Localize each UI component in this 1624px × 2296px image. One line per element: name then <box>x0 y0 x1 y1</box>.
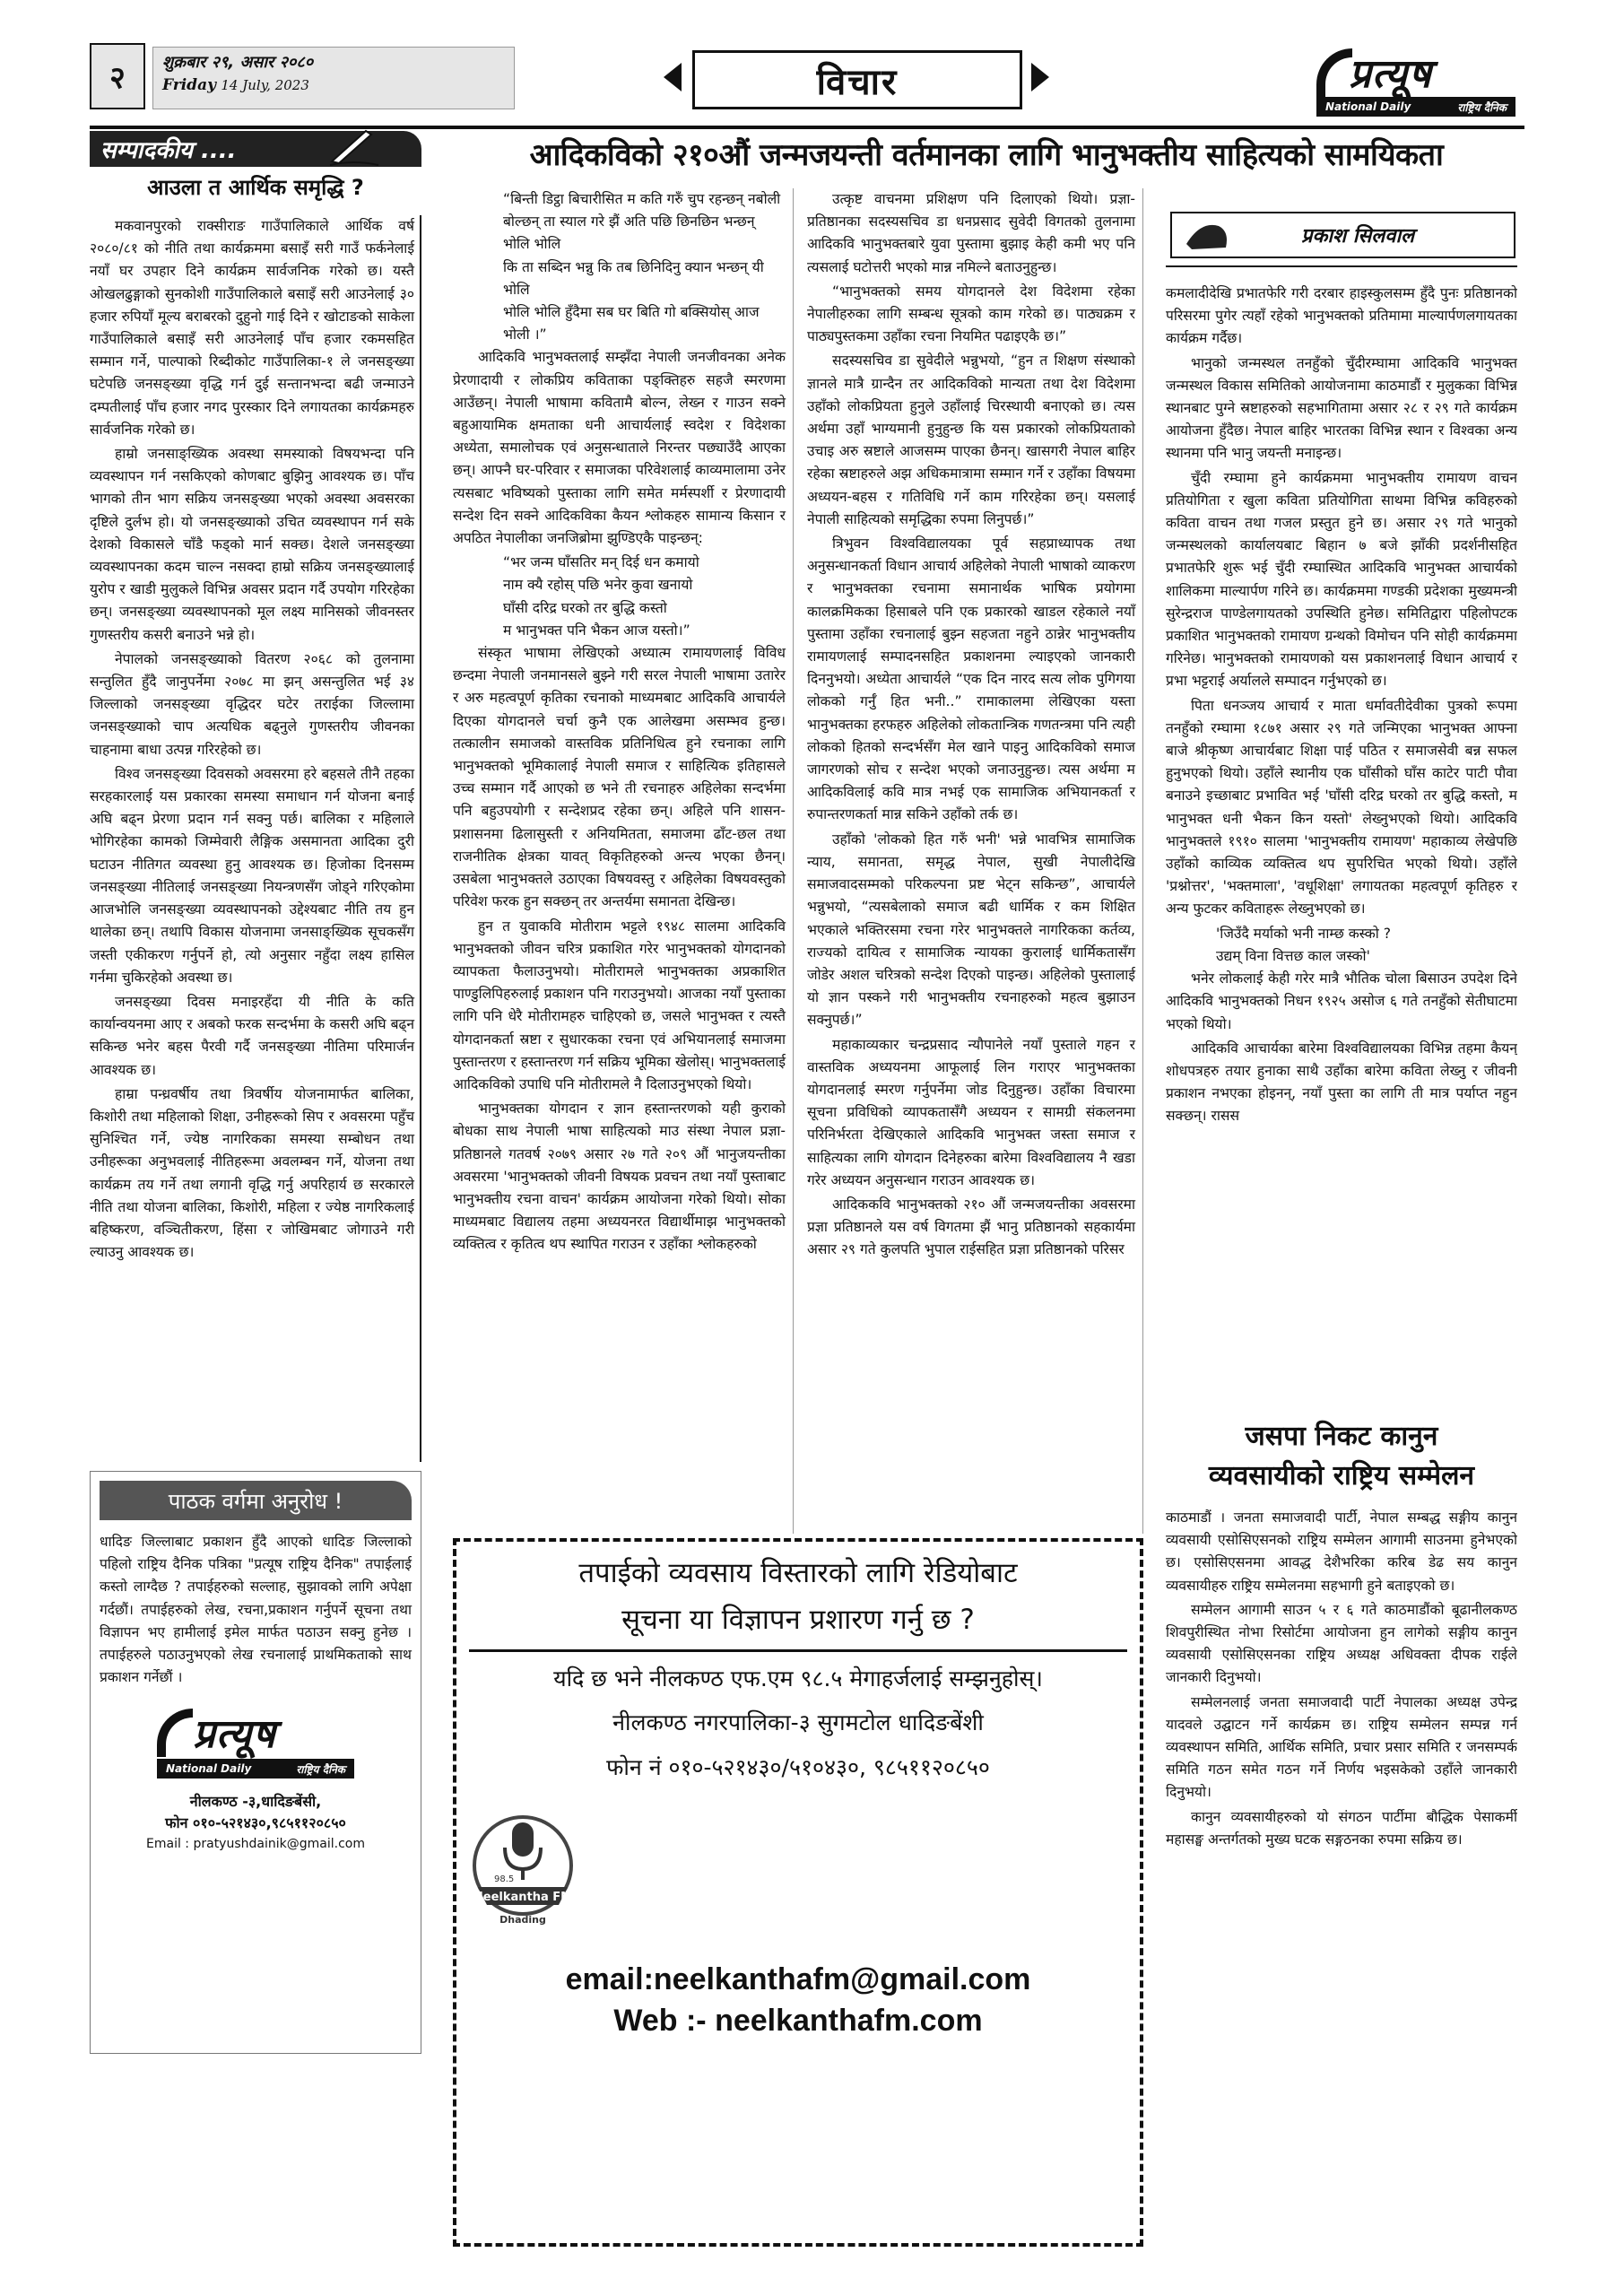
article-paragraph: भानुभक्तका योगदान र ज्ञान हस्तान्तरणको यही कुराको बोधका साथ नेपाली भाषा साहित्यको माउ संस्था नेपाल प्रज्ञा-प्रतिष्ठानले गतवर्ष २०७९ असार २७ गते २०९ औं भानुजयन्तीका अवसरमा 'भानुभक्तको जीवनी विषयक प्रवचन तथा नयाँ पुस्ताबाट भानुभक्तीय रचना वाचन' कार्यक्रम आयोजना गरेको थियो। सोका माध्यमबाट विद्यालय तहमा अध्ययनरत विद्यार्थीमाझ भानुभक्तको व्यक्तित्व र कृतित्व थप स्थापित गराउन र उहाँका श्लोकहरुको <box>453 1100 786 1253</box>
ad-line-5: फोन नं ०१०-५२१४३०/५१०४३०, ९८५११२०८५० <box>606 1754 990 1780</box>
pen-icon <box>326 126 380 167</box>
arrow-right-icon <box>1031 63 1049 91</box>
news-headline-line-2: व्यवसायीको राष्ट्रिय सम्मेलन <box>1208 1460 1475 1492</box>
footer-email: Email : pratyushdainik@gmail.com <box>146 1837 365 1852</box>
news-paragraph: कानुन व्यवसायीहरुको यो संगठन पार्टीमा बौद्धिक पेसाकर्मी महासङ्घ अन्तर्गतको मुख्य घटक सङ्गठनका रुपमा सक्रिय छ। <box>1166 1808 1517 1848</box>
editorial-title: आउला त आर्थिक समृद्धि ? <box>147 175 364 200</box>
date-english: Friday 14 July, 2023 <box>162 76 309 94</box>
ad-website: Web :- neelkanthafm.com <box>613 2004 983 2038</box>
svg-text:Dhading: Dhading <box>499 1914 546 1926</box>
article-column-3 <box>1166 283 1517 1426</box>
article-paragraph: कमलादीदेखि प्रभातफेरि गरी दरबार हाइस्कुलसम्म हुँदै पुनः प्रतिष्ठानको परिसरमा पुगेर त्यहाँ रहेको भानुभक्तको प्रतिमामा माल्यार्पणलगायतका कार्यक्रम गर्दैछ। <box>1166 285 1517 347</box>
ad-line-2: सूचना या विज्ञापन प्रशारण गर्नु छ ? <box>621 1604 975 1636</box>
article-column-1 <box>453 188 794 1534</box>
article-paragraph: महाकाव्यकार चन्द्रप्रसाद न्यौपानेले नयाँ पुस्ताले गहन र वास्तविक अध्ययनमा आफूलाई लिन गराएर भानुभक्तका योगदानलाई स्मरण गर्नुपर्नेमा जोड दिनुहुन्छ। उहाँका विचारमा सूचना प्रविधिको व्यापकतासँगै अध्ययन र सामग्री संकलनमा परिनिर्भरता देखिएकाले आदिकवि भानुभक्त जस्ता समाज र साहित्यका लागि योगदान दिनेहरुका बारेमा विश्वविद्यालय नै खडा गरेर अध्ययन अनुसन्धान गराउन आवश्यक छ। <box>807 1036 1135 1188</box>
radio-logo-icon <box>469 1812 577 1937</box>
section-box <box>692 50 1022 109</box>
footer-address: नीलकण्ठ -३,धादिङबेंसी, <box>189 1793 322 1811</box>
poem-line: बोल्छन् ता स्याल गरे झैं अति पछि छिनछिन भन्छन् भोलि भोलि <box>503 213 755 253</box>
svg-text:Neelkantha FM: Neelkantha FM <box>473 1891 573 1904</box>
logo-swoosh-icon <box>157 1709 193 1757</box>
ad-divider <box>469 1649 1127 1652</box>
byline-divider <box>1166 265 1517 267</box>
article-paragraph: त्रिभुवन विश्वविद्यालयका पूर्व सहप्राध्यापक तथा अनुसन्धानकर्ता विधान आचार्य अहिलेको नेपाली भाषाको व्याकरण र भानुभक्तका रचनामा समानार्थक भाषिक प्रयोगमा कालक्रमिकका हिसाबले पनि एक प्रकारको खाडल रहेकाले नयाँ पुस्तामा उहाँका रचनालाई बुझ्न सहजता नहुने ठान्नेर भानुभक्तीय रामायणलाई सम्पादनसहित प्रकाशनमा ल्याइएको जानकारी दिननुभयो। अध्येता आचार्यले “एक दिन नारद सत्य लोक पुगिगया लोकको गर्नुँ हित भनी..” रामाकालमा लेखिएका यस्ता भानुभक्तका हरफहरु अहिलेको लोकतान्त्रिक गणतन्त्रमा पनि त्यही लोकको हितको सन्दर्भसँग मेल खाने पाइनु आदिकविको समाज जागरणको सोच र सन्देश भएको जनाउनुहुन्छ। त्यस अर्थमा म आदिकविलाई कवि मात्र नभई एक सामाजिक अभियानकर्ता र रुपान्तरणकर्ता मान्न सकिने उहाँको तर्क छ। <box>807 535 1135 823</box>
reader-request-box <box>90 1471 421 2054</box>
news-paragraph: सम्मेलनलाई जनता समाजवादी पार्टी नेपालका अध्यक्ष उपेन्द्र यादवले उद्घाटन गर्ने कार्यक्रम छ। राष्ट्रिय सम्मेलन सम्पन्न गर्न व्यवस्थापन समिति, आर्थिक समिति, प्रचार प्रसार समिति र जनसम्पर्क समिति गठन समेत गठन गर्ने निर्णय भइसकेको उहाँले जानकारी दिनुभयो। <box>1166 1693 1517 1801</box>
editorial-paragraph: विश्व जनसङ्ख्या दिवसको अवसरमा हरे बहसले तीनै तहका सरहकारलाई यस प्रकारका समस्या समाधान गर्न योजना बनाई अघि बढ्न प्रेरणा प्रदान गर्न सक्नु पर्छ। बालिका र महिलाले भोगिरहेका कामको जिम्मेवारी लैङ्गिक असमानता आदिका दुरी घटाउन नीतिगत व्यवस्था हुनु आवश्यक छ। हिजोका दिनसम्म जनसङ्ख्या नीतिलाई जनसङ्ख्या नियन्त्रणसँग जोड्ने गरिएकोमा आजभोलि जनसङ्ख्या व्यवस्थापनको उद्देश्यबाट नीति तय हुन थालेका छन्। तथापि विकास योजनामा जनसाङ्ख्यिक सूचकसँग जस्ती एकीकरण गर्नुपर्ने हो, त्यो अनुसार नहुँदा लक्ष्य हासिल गर्नमा चुकिरहेको अवस्था छ। <box>90 765 414 986</box>
article-paragraph: आदिकवि भानुभक्तलाई सम्झँदा नेपाली जनजीवनका अनेक प्रेरणादायी र लोकप्रिय कविताका पङ्क्तिहरु सहजै स्मरणमा आउँछन्। नेपाली भाषामा कवितामै बोल्न, लेख्न र गाउन सक्ने बहुआयामिक क्षमताका धनी आचार्यलाई स्वदेश र विदेशका अध्येता, समालोचक एवं अनुसन्धाताले निरन्तर पछ्याउँदै आएका छन्। आफ्नै घर-परिवार र समाजका परिवेशलाई काव्यमालामा उनेर त्यसबाट भविष्यको पुस्ताका लागि समेत मर्मस्पर्शी र प्रेरणादायी सन्देश दिन सक्ने आदिकविका कैयन श्लोकहरु सामान्य किसान र अपठित नेपालीका जनजिब्रोमा झुण्डिएकै पाइन्छन्: <box>453 349 786 547</box>
poem-line: “भर जन्म घाँसतिर मन् दिई धन कमायो <box>503 554 699 571</box>
article-column-2 <box>807 188 1143 1534</box>
editorial-paragraph: नेपालको जनसङ्ख्याको वितरण २०६८ को तुलनामा सन्तुलित हुँदै जानुपर्नेमा २०७८ मा झन् असन्तुलित भई ३४ जिल्लाको जनसङ्ख्या वृद्धिदर घटेर तराईका जिल्लामा जनसङ्ख्याको चाप अत्यधिक बढ्नुले गुणस्तरीय जीवनका चाहनामा बाधा उत्पन्न गरिरहेको छ। <box>90 650 414 758</box>
article-paragraph: हुन त युवाकवि मोतीराम भट्टले १९४८ सालमा आदिकवि भानुभक्तको जीवन चरित्र प्रकाशित गरेर भानुभक्तको योगदानको व्यापकता फैलाउनुभयो। मोतीरामले भानुभक्तका अप्रकाशित पाण्डुलिपिहरुलाई प्रकाशन पनि गराउनुभयो। आजका नयाँ पुस्ताका लागि पनि धेरै मोतीरामहरु चाहिएको छ, जसले भानुभक्त र त्यस्तै योगदानकर्ता स्रष्टा र सुधारकका रचना एवं अभियानलाई समाजमा पुस्तान्तरण र हस्तान्तरण गर्न सक्रिय भूमिका खेलोस्। भानुभक्तलाई आदिकविको उपाधि पनि मोतीरामले नै दिलाउनुभएको थियो। <box>453 918 786 1092</box>
section-title: विचार <box>816 61 899 103</box>
poem-line: घाँसी दरिद्र घरको तर बुद्धि कस्तो <box>503 599 667 616</box>
reader-request-title: पाठक वर्गमा अनुरोध ! <box>100 1481 412 1520</box>
poem-line: म भानुभक्त पनि भैकन आज यस्तो।” <box>503 622 690 639</box>
article-paragraph: सदस्यसचिव डा सुवेदीले भन्नुभयो, “हुन त शिक्षण संस्थाको ज्ञानले मात्रै ग्रान्दैन तर आदिकविको मान्यता तथा देश विदेशमा उहाँको लोकप्रियता हुनुले उहाँलाई चिरस्थायी बनाएको छ। त्यस अर्थमा उहाँ भाग्यमानी हुनुहुन्छ कि यस प्रकारको लोकप्रियताको उचाइ अरु स्रष्टाले आजसम्म पाएका छैनन्। खासगरी नेपाल बाहिर रहेका स्रष्टाहरुले अझ अधिकमात्रामा सम्मान गर्ने र उहाँका विषयमा अध्ययन-बहस र गतिविधि गर्ने काम गरिरहेका छन्। यसलाई नेपाली साहित्यको समृद्धिका रुपमा लिनुपर्छ।” <box>807 352 1135 527</box>
article-paragraph: आदिककवि भानुभक्तको २१० औं जन्मजयन्तीका अवसरमा प्रज्ञा प्रतिष्ठानले यस वर्ष विगतमा झैं भानु प्रतिष्ठानको सहकार्यमा असार २९ गते कुलपति भुपाल राईसहित प्रज्ञा प्रतिष्ठानको परिसर <box>807 1196 1135 1258</box>
article-paragraph: उहाँको 'लोकको हित गरुँ भनी' भन्ने भावभित्र सामाजिक न्याय, समानता, समृद्ध नेपाल, सुखी नेपालीदेखि समाजवादसम्मको परिकल्पना प्रष्ट भेट्न सकिन्छ”, आचार्यले भन्नुभयो, “त्यसबेलाको समाज बढी धार्मिक र कम शिक्षित भएकाले भक्तिरसमा रचना गरेर भानुभक्तले नागरिकका कर्तव्य, राज्यको दायित्व र सामाजिक न्यायका कुरालाई धार्मिकतासँग जोडेर अशल चरित्रको सन्देश दिएको पाइन्छ। अहिलेको पुस्तालाई यो ज्ञान पस्कने गरी भानुभक्तीय रचनाहरुको महत्व बुझाउन सक्नुपर्छ।” <box>807 831 1135 1029</box>
article-paragraph: चुँदी रम्घामा हुने कार्यक्रममा भानुभक्तीय रामायण वाचन प्रतियोगिता र खुला कविता प्रतियोगिता साथमा विभिन्न कविहरुको कविता वाचन तथा गजल प्रस्तुत हुने छ। असार २९ गते भानुको जन्मस्थलको कार्यालयबाट बिहान ७ बजे झाँकी प्रदर्शनीसहित प्रभातफेरि शुरू भई चुँदी रम्घास्थित आदिकवि भानुभक्त आचार्यको शालिकमा माल्यार्पण गरिने छ। कार्यक्रममा गण्डकी प्रदेशका मुख्यमन्त्री सुरेन्द्रराज पाण्डेलगायतको उपस्थिति हुनेछ। समितिद्वारा पहिलोपटक प्रकाशित भानुभक्तको रामायण ग्रन्थको विमोचन पनि सोही कार्यक्रममा गरिनेछ। भानुभक्तको रामायणको यस प्रकाशनलाई विधान आचार्य र प्रभा भट्टराई अर्यालले सम्पादन गर्नुभएको छ। <box>1166 469 1517 690</box>
editorial-paragraph: जनसङ्ख्या दिवस मनाइरहँदा यी नीति के कति कार्यान्वयनमा आए र अबको फरक सन्दर्भमा के कसरी अघि बढ्न सकिन्छ भनेर बहस पैरवी गर्दै जनसङ्ख्या नीतिमा परिमार्जन आवश्यक छ। <box>90 993 414 1078</box>
poem-line: कि ता सब्दिन भन्नु कि तब छिनिदिनु क्यान भन्छन् यी भोलि <box>503 258 764 298</box>
poem-line: 'जिउँदै मर्याको भनी नाम्छ कस्को ? <box>1216 925 1392 942</box>
article-paragraph: पिता धनञ्जय आचार्य र माता धर्मावतीदेवीका पुत्रको रूपमा तनहुँको रम्घामा १८७१ असार २९ गते जन्मिएका भानुभक्त आफ्ना बाजे श्रीकृष्ण आचार्यबाट शिक्षा पाई पठित र समाजसेवी बन्न सफल हुनुभएको थियो। उहाँले स्थानीय एक घाँसीको घाँस काटेर पाटी पौवा बनाउने इच्छाबाट प्रभावित भई 'घाँसी दरिद्र घरको तर बुद्धि कस्तो, म भानुभक्त धनी भैकन किन यस्तो' लेख्नुभएको थियो। आदिकवि भानुभक्तले १९१० सालमा 'भानुभक्तीय रामायण' महाकाव्य लेखेपछि उहाँको काव्यिक व्यक्तित्व थप सुपरिचित भएको थियो। उहाँले 'प्रश्नोत्तर', 'भक्तमाला', 'वधूशिक्षा' लगायतका महत्वपूर्ण कृतिहरु र अन्य फुटकर कविताहरू लेख्नुभएको छ। <box>1166 697 1517 918</box>
news-paragraph: सम्मेलन आगामी साउन ५ र ६ गते काठमाडौंको बूढानीलकण्ठ शिवपुरीस्थित नोभा रिसोर्टमा आयोजना हुन लागेको सङ्गीय कानुन व्यवसायी एसोसिएसनका राष्ट्रिय अध्यक्ष अधिवक्ता दीपक राईले जानकारी दिनुभयो। <box>1166 1601 1517 1686</box>
article-paragraph: उत्कृष्ट वाचनमा प्रशिक्षण पनि दिलाएको थियो। प्रज्ञा-प्रतिष्ठानका सदस्यसचिव डा धनप्रसाद सुवेदी विगतको तुलनामा आदिकवि भानुभक्तबारे युवा पुस्तामा बुझाइ केही कमी भए पनि त्यसलाई घटोत्तरी भएको मान्न नमिल्ने बताउनुहुन्छ। <box>807 191 1135 275</box>
news-paragraph: काठमाडौं । जनता समाजवादी पार्टी, नेपाल सम्बद्ध सङ्गीय कानुन व्यवसायी एसोसिएसनको राष्ट्रिय सम्मेलन आगामी साउनमा हुनेभएको छ। एसोसिएसनमा आवद्ध देशैभरिका करिब डेढ सय कानुन व्यवसायीहरु राष्ट्रिय सम्मेलनमा सहभागी हुने बताइएको छ। <box>1166 1509 1517 1594</box>
svg-text:98.5: 98.5 <box>494 1874 515 1884</box>
poem-line: भोलि भोलि हुँदैमा सब घर बिति गो बक्सियोस् आज भोली ।” <box>503 304 760 344</box>
news-body <box>1166 1507 1517 2251</box>
header-divider <box>90 126 1524 129</box>
editorial-paragraph: हाम्रो जनसाङ्ख्यिक अवस्था समस्याको विषयभन्दा पनि व्यवस्थापन गर्न नसकिएको कोणबाट बुझिनु आवश्यक छ। पाँच भागको तीन भाग सक्रिय जनसङ्ख्या भएको अवस्था अवसरका दृष्टिले दुर्लभ हो। यो जनसङ्ख्याको उचित व्यवस्थापन गर्न सके देशको विकासले चाँडै फड्को मार्न सक्छ। देशले जनसङ्ख्या व्यवस्थापनका कदम चाल्न नसक्दा हाम्रो सक्रिय जनसङ्ख्यालाई युरोप र खाडी मुलुकले विभिन्न अवसर प्रदान गर्दै उपयोग गरिरहेका छन्। जनसङ्ख्या व्यवस्थापनको मूल लक्ष्य मानिसको जीवनस्तर गुणस्तरीय कसरी बनाउने भन्ने हो। <box>90 446 414 643</box>
editorial-paragraph: मकवानपुरको राक्सीराङ गाउँपालिकाले आर्थिक वर्ष २०८०/८१ को नीति तथा कार्यक्रममा बसाइँ सरी गाउँ फर्कनेलाई नयाँ घर उपहार दिने कार्यक्रम सार्वजनिक गरेको छ। यस्तै ओखलढुङ्गाको सुनकोशी गाउँपालिकाले बसाइँ सरी आउनेलाई ३० हजार रुपियाँ मूल्य बराबरको दुहुनो गाई दिने र खोटाङको साकेला गाउँपालिकाले बसाइँ सरी आउनेलाई पाँच हजार रकमसहित सम्मान गर्ने, पाल्पाको रिब्दीकोट गाउँपालिका-१ ले जनसङ्ख्या घटेपछि जनसङ्ख्या वृद्धि गर्न दुई सन्तानभन्दा बढी जन्माउने दम्पतीलाई पाँच हजार नगद पुरस्कार दिने लगायतका कार्यक्रमहरु सार्वजनिक गरेको छ। <box>90 218 414 438</box>
ad-line-3: यदि छ भने नीलकण्ठ एफ.एम ९८.५ मेगाहर्जलाई सम्झनुहोस्। <box>553 1665 1043 1692</box>
page-number: २ <box>90 43 145 109</box>
news-headline <box>1166 1417 1517 1496</box>
article-headline: आदिकविको २१०औं जन्मजयन्ती वर्तमानका लागि भानुभक्तीय साहित्यको सामयिकता <box>529 137 1444 173</box>
date-block <box>152 47 515 109</box>
page-header <box>90 43 1524 124</box>
logo-sub-nepali: राष्ट्रिय दैनिक <box>1457 100 1507 114</box>
editorial-body <box>90 215 421 1462</box>
author-photo-icon <box>1183 217 1233 253</box>
footer-logo-text: प्रत्यूष <box>193 1711 276 1758</box>
footer-logo <box>157 1705 354 1786</box>
ad-line-4: नीलकण्ठ नगरपालिका-३ सुगमटोल धादिङबेंशी <box>612 1709 984 1735</box>
article-paragraph: भनेर लोकलाई केही गरेर मात्रै भौतिक चोला बिसाउन उपदेश दिने आदिकवि भानुभक्तको निधन १९२५ असोज ६ गते तनहुँको सेतीघाटमा भएको थियो। <box>1166 970 1517 1032</box>
article-paragraph: संस्कृत भाषामा लेखिएको अध्यात्म रामायणलाई विविध छन्दमा नेपाली जनमानसले बुझ्ने गरी सरल नेपाली भाषामा उतारेर र अरु महत्वपूर्ण कृतिका रचनाको माध्यमबाट आदिकवि आचार्यले दिएका योगदानले चर्चा कुनै एक आलेखमा असम्भव हुन्छ। तत्कालीन समाजको वास्तविक प्रतिनिधित्व हुने रचनाका लागि भानुभक्तको भूमिकालाई नेपाली समाज र साहित्यिक इतिहासले उच्च सम्मान गर्दै आएको छ भने ती रचनाहरु अहिलेका सन्दर्भमा पनि बहुउपयोगी र सन्देशप्रद रहेका छन्। अहिले पनि शासन-प्रशासनमा ढिलासुस्ती र अनियमितता, समाजमा ढाँट-छल तथा राजनीतिक क्षेत्रका यावत् विकृतिहरुको अन्त्य भएका छैनन्। उसबेला भानुभक्तले उठाएका विषयवस्तु र अहिलेका विषयवस्तुको परिवेश फरक हुन सक्छन् तर अन्तर्यमा समानता देखिन्छ। <box>453 645 786 910</box>
author-name: प्रकाश सिलवाल <box>1301 225 1415 248</box>
logo-swoosh-icon <box>1316 48 1352 97</box>
arrow-left-icon <box>664 63 682 91</box>
author-byline <box>1170 212 1515 258</box>
poem-line: नाम क्यै रहोस् पछि भनेर कुवा खनायो <box>503 577 693 594</box>
poem-line: उद्यम् विना वित्तछ काल जस्को' <box>1216 947 1370 964</box>
date-nepali: शुक्रबार २९, असार २०८० <box>162 53 314 72</box>
footer-phone: फोन ०१०-५२१४३०,९८५११२०८५० <box>165 1814 346 1832</box>
radio-advertisement <box>453 1538 1143 2247</box>
footer-logo-bar: National Daily राष्ट्रिय दैनिक <box>157 1759 354 1779</box>
article-paragraph: आदिकवि आचार्यका बारेमा विश्वविद्यालयका विभिन्न तहमा कैयन् शोधपत्रहरु तयार हुनाका साथै उहाँका बारेमा कविता लेख्नु र जीवनी प्रकाशन नभएका होइनन्, नयाँ पुस्ता का लागि ती मात्र पर्याप्त नहुन सक्छन्। रासस <box>1166 1039 1517 1125</box>
logo-sub-english: National Daily <box>1325 100 1411 113</box>
editorial-paragraph: हाम्रा पन्ध्रवर्षीय तथा त्रिवर्षीय योजनामार्फत बालिका, किशोरी तथा महिलाको शिक्षा, उनीहरूको सिप र अवसरमा पहुँच सुनिश्चित गर्ने, ज्येष्ठ नागरिकका समस्या सम्बोधन तथा उनीहरूका अनुभवलाई नीतिहरूमा अवलम्बन गर्ने, योजना तथा कार्यक्रम तय गर्ने तथा लगानी वृद्धि गर्नु अपरिहार्य छ सरकारले नीति तथा योजना बालिका, किशोरी, महिला र ज्येष्ठ नागरिकलाई बहिष्करण, वञ्चितीकरण, हिंसा र जोखिमबाट जोगाउने गरी ल्याउनु आवश्यक छ। <box>90 1085 414 1261</box>
article-paragraph: “भानुभक्तको समय योगदानले देश विदेशमा रहेका नेपालीहरुका लागि सम्बन्ध सूत्रको काम गरेको छ। पाठ्यक्रम र पाठ्यपुस्तकमा उहाँका रचना नियमित पढाइएकै छ।” <box>807 283 1135 345</box>
news-headline-line-1: जसपा निकट कानुन <box>1245 1421 1438 1452</box>
reader-request-text: धादिङ जिल्लाबाट प्रकाशन हुँदै आएको धादिङ जिल्लाको पहिलो राष्ट्रिय दैनिक पत्रिका "प्रत्यूष राष्ट्रिय दैनिक" तपाईलाई कस्तो लाग्दैछ ? तपाईहरुको सल्लाह, सुझावको लागि अपेक्षा गर्दछौं। तपाईहरुको लेख, रचना,प्रकाशन गर्नुपर्ने सूचना तथा विज्ञापन भए हामीलाई इमेल मार्फत पठाउन सक्नु हुनेछ । तपाईहरुले पठाउनुभएको लेख रचनालाई प्राथमिकताको साथ प्रकाशन गर्नेछौं । <box>100 1534 412 1686</box>
ad-line-1: तपाईको व्यवसाय विस्तारको लागि रेडियोबाट <box>578 1557 1018 1589</box>
masthead-logo <box>1316 45 1515 120</box>
logo-subtitle-bar <box>1316 97 1515 117</box>
editorial-banner: सम्पादकीय .... <box>90 131 421 167</box>
logo-text: प्रत्यूष <box>1349 51 1432 97</box>
poem-line: “बिन्ती डिट्ठा बिचारीसित म कति गरुँ चुप रहन्छन् नबोली <box>503 191 781 207</box>
article-paragraph: भानुको जन्मस्थल तनहुँको चुँदीरम्घामा आदिकवि भानुभक्त जन्मस्थल विकास समितिको आयोजनामा काठमाडौं र मुलुकका विभिन्न स्थानबाट पुग्ने स्रष्टाहरुको सहभागितामा असार २८ र २९ गते कार्यक्रम आयोजना हुँदैछ। नेपाल बाहिर भारतका विभिन्न स्थान र विश्वका अन्य स्थानमा पनि भानु जयन्ती मनाइन्छ। <box>1166 354 1517 462</box>
ad-email: email:neelkanthafm@gmail.com <box>565 1962 1031 1996</box>
